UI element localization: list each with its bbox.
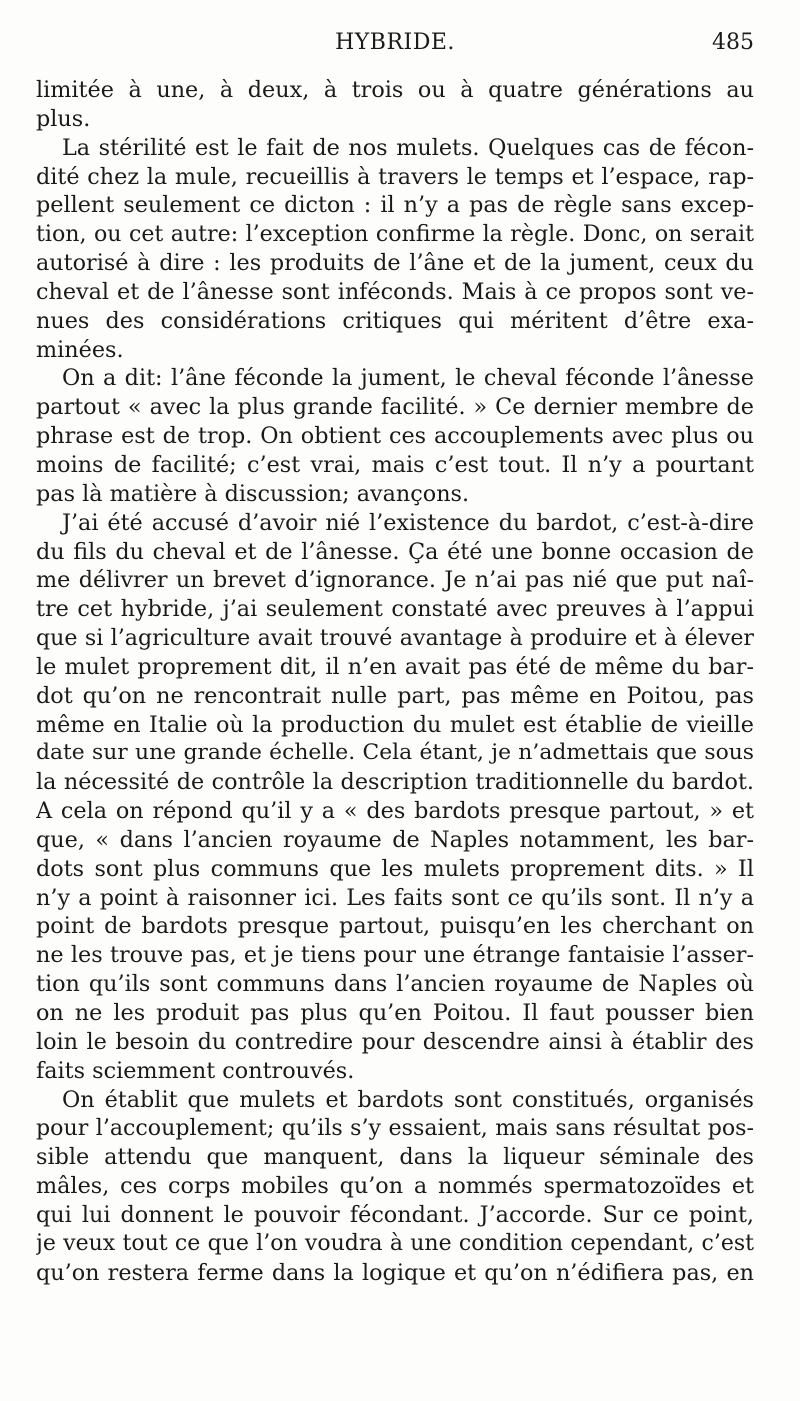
text-line: on ne les produit pas plus qu’en Poitou. Il faut pousser bien: [36, 1000, 754, 1026]
text-line: phrase est de trop. On obtient ces accouplements avec plus ou: [36, 423, 754, 450]
text-line: faits sciemment controuvés.: [36, 1057, 355, 1084]
text-line: autorisé à dire : les produits de l’âne et de la jument, ceux du: [36, 250, 754, 277]
text-line: que si l’agriculture avait trouvé avantage à produire et à élever: [36, 625, 754, 652]
text-line: plus.: [36, 105, 91, 132]
text-line: dité chez la mule, recueillis à travers le temps et l’espace, rap-: [36, 163, 754, 190]
text-line: dot qu’on ne rencontrait nulle part, pas même en Poitou, pas: [36, 682, 754, 709]
text-line: loin le besoin du contredire pour descendre ainsi à établir des: [36, 1028, 754, 1055]
text-line: ne les trouve pas, et je tiens pour une étrange fantaisie l’asser-: [36, 942, 754, 969]
text-line: même en Italie où la production du mulet est établie de vieille: [36, 711, 754, 738]
text-line: pour l’accouplement; qu’ils s’y essaient, mais sans résultat pos-: [36, 1115, 754, 1142]
text-line: le mulet proprement dit, il n’en avait pas été de même du bar-: [36, 653, 754, 680]
text-line: partout « avec la plus grande facilité. » Ce dernier membre de: [36, 394, 754, 421]
text-line: mâles, ces corps mobiles qu’on a nommés spermatozoïdes et: [36, 1173, 754, 1200]
page-number: 485: [712, 30, 754, 55]
text-line: On a dit: l’âne féconde la jument, le cheval féconde l’ânesse: [62, 365, 754, 392]
text-line: tion, ou cet autre: l’exception confirme la règle. Donc, on serait: [36, 221, 754, 248]
text-line: n’y a point à raisonner ici. Les faits sont ce qu’ils sont. Il n’y a: [36, 884, 754, 911]
text-line: J’ai été accusé d’avoir nié l’existence du bardot, c’est-à-dire: [62, 509, 754, 536]
text-line: du fils du cheval et de l’ânesse. Ça été une bonne occasion de: [36, 538, 754, 565]
text-line: sible attendu que manquent, dans la liqueur séminale des: [36, 1144, 754, 1171]
text-line: la nécessité de contrôle la description traditionnelle du bardot.: [36, 769, 754, 796]
text-line: dots sont plus communs que les mulets proprement dits. » Il: [36, 855, 754, 882]
page-header: [36, 30, 754, 60]
text-line: me délivrer un brevet d’ignorance. Je n’ai pas nié que put naî-: [36, 567, 754, 594]
text-line: limitée à une, à deux, à trois ou à quatre générations au: [36, 77, 754, 103]
text-line: minées.: [36, 336, 124, 363]
text-line: pellent seulement ce dicton : il n’y a pas de règle sans excep-: [36, 192, 754, 219]
text-line: On établit que mulets et bardots sont constitués, organisés: [62, 1086, 754, 1113]
text-line: pas là matière à discussion; avançons.: [36, 480, 470, 507]
text-line: je veux tout ce que l’on voudra à une condition cependant, c’est: [36, 1230, 754, 1256]
text-line: La stérilité est le fait de nos mulets. Quelques cas de fécon-: [62, 134, 754, 161]
text-line: A cela on répond qu’il y a « des bardots presque partout, » et: [36, 798, 754, 825]
text-line: nues des considérations critiques qui méritent d’être exa-: [36, 307, 754, 334]
text-line: cheval et de l’ânesse sont inféconds. Mais à ce propos sont ve-: [36, 278, 754, 305]
text-line: point de bardots presque partout, puisqu’en les cherchant on: [36, 913, 754, 940]
text-line: tre cet hybride, j’ai seulement constaté avec preuves à l’appui: [36, 596, 754, 623]
text-line: date sur une grande échelle. Cela étant, je n’admettais que sous: [36, 740, 754, 766]
text-line: tion qu’ils sont communs dans l’ancien royaume de Naples où: [36, 971, 754, 998]
text-line: que, « dans l’ancien royaume de Naples notamment, les bar-: [36, 826, 754, 853]
text-line: qui lui donnent le pouvoir fécondant. J’accorde. Sur ce point,: [36, 1201, 754, 1228]
text-line: qu’on restera ferme dans la logique et qu’on n’édifiera pas, en: [36, 1259, 754, 1286]
text-line: moins de facilité; c’est vrai, mais c’est tout. Il n’y a pourtant: [36, 451, 754, 478]
body-text: [36, 76, 754, 1287]
running-title: HYBRIDE.: [335, 30, 455, 55]
